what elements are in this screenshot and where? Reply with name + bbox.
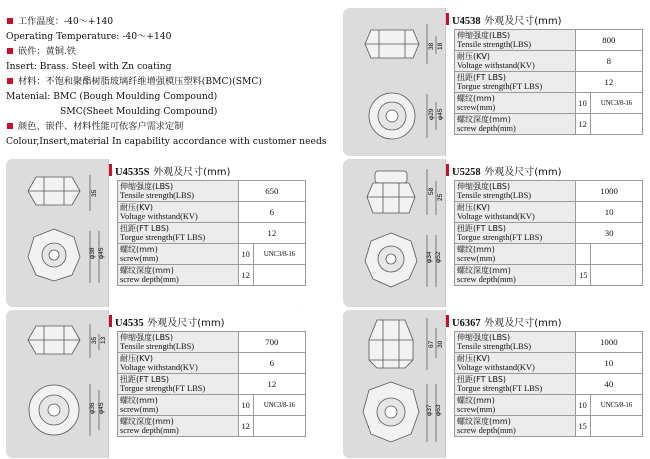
dim-label: φ37 — [426, 404, 433, 416]
colour-en: Colour,Insert,material In capability accordance with customer needs — [6, 136, 327, 147]
material-specs — [6, 14, 336, 149]
drawing-u6367 — [343, 310, 445, 458]
spec-table-u5258 — [454, 180, 643, 286]
dim-label: 25 — [437, 193, 444, 201]
dim-label: 13 — [100, 336, 107, 344]
material-en-1: Matenial: BMC (Bough Moulding Compound) — [6, 91, 218, 102]
drawing-u5258 — [343, 159, 445, 307]
table-row: 螺纹深度(mm) screw depth(mm) 12 — [118, 416, 306, 437]
spec-table-u4538 — [454, 29, 643, 135]
table-row: 螺纹深度(mm) screw depth(mm) 15 — [455, 416, 643, 437]
dim-label: φ63 — [435, 404, 442, 416]
insulator-drawing-u5258 — [343, 159, 445, 307]
drawing-u4538 — [343, 8, 445, 156]
product-title-u4538: U4538 外观及尺寸(mm) — [452, 12, 562, 27]
product-card-u4538 — [343, 8, 643, 156]
table-row: 耐压(KV) Voltage withstand(KV) 6 — [118, 353, 306, 374]
table-row: 螺纹(mm) screw(mm) 10 UNC3/8-16 — [455, 93, 643, 114]
table-row: 螺纹深度(mm) screw depth(mm) 15 — [455, 265, 643, 286]
spec-table-u6367 — [454, 331, 643, 437]
insert-cn: 嵌件：黄铜.铁 — [6, 44, 336, 59]
spec-table-u4535s — [117, 180, 306, 286]
product-title-u4535: U4535 外观及尺寸(mm) — [115, 314, 225, 329]
table-row: 耐压(KV) Voltage withstand(KV) 10 — [455, 202, 643, 223]
dim-label: φ52 — [435, 251, 442, 263]
insert-en: Insert: Brass. Steel with Zn coating — [6, 61, 172, 72]
dim-label: 58 — [428, 187, 435, 195]
spec-panel-u4535s — [108, 159, 306, 307]
dim-label: 67 — [428, 340, 435, 348]
temp-en: Operating Temperature: -40～+140 — [6, 31, 172, 42]
insulator-drawing-u4535 — [6, 310, 108, 458]
dim-label: 35 — [91, 336, 98, 344]
table-row: 伸缩强度(LBS) Tensile strength(LBS) 700 — [118, 332, 306, 353]
product-card-u4535s — [6, 159, 306, 307]
spec-table-u4535 — [117, 331, 306, 437]
insulator-drawing-u4535s — [6, 159, 108, 307]
temp-cn: 工作温度：-40～+140 — [6, 14, 336, 29]
dim-label: φ34 — [426, 251, 433, 263]
dim-label: φ29 — [428, 108, 435, 120]
table-row: 螺纹深度(mm) screw depth(mm) 12 — [455, 114, 643, 135]
dim-label: 30 — [437, 340, 444, 348]
table-row: 螺纹(mm) screw(mm) 10 UNC3/8-16 — [118, 244, 306, 265]
dim-label: 38 — [428, 42, 435, 50]
table-row: 螺纹深度(mm) screw depth(mm) 12 — [118, 265, 306, 286]
drawing-u4535s — [6, 159, 108, 307]
product-title-u5258: U5258 外观及尺寸(mm) — [452, 163, 562, 178]
dim-label: φ45 — [98, 402, 105, 414]
table-row: 耐压(KV) Voltage withstand(KV) 6 — [118, 202, 306, 223]
material-en-2: SMC(Sheet Moulding Compound) — [60, 106, 218, 117]
drawing-u4535 — [6, 310, 108, 458]
table-row: 伸缩强度(LBS) Tensile strength(LBS) 1000 — [455, 181, 643, 202]
table-row: 螺纹(mm) screw(mm) 10 UNC5/8-16 — [455, 395, 643, 416]
table-row: 耐压(KV) Voltage withstand(KV) 8 — [455, 51, 643, 72]
product-card-u6367 — [343, 310, 643, 458]
table-row: 螺纹(mm) screw(mm) 10 UNC3/8-16 — [118, 395, 306, 416]
table-row: 扭距(FT LBS) Torgue strength(FT LBS) 12 — [118, 223, 306, 244]
product-title-u6367: U6367 外观及尺寸(mm) — [452, 314, 562, 329]
spec-panel-u6367 — [445, 310, 643, 458]
table-row: 螺纹(mm) screw(mm) — [455, 244, 643, 265]
product-title-u4535s: U4535S 外观及尺寸(mm) — [115, 163, 230, 178]
table-row: 伸缩强度(LBS) Tensile strength(LBS) 650 — [118, 181, 306, 202]
colour-cn: 颜色、嵌件、材料性能可依客户需求定制 — [6, 119, 336, 134]
dim-label: 35 — [91, 189, 98, 197]
spec-panel-u5258 — [445, 159, 643, 307]
table-row: 扭距(FT LBS) Torgue strength(FT LBS) 30 — [455, 223, 643, 244]
dim-label: φ38 — [89, 247, 96, 259]
product-card-u4535 — [6, 310, 306, 458]
table-row: 扭距(FT LBS) Torgue strength(FT LBS) 12 — [455, 72, 643, 93]
spec-panel-u4535 — [108, 310, 306, 458]
dim-label: φ36 — [89, 402, 96, 414]
insulator-drawing-u6367 — [343, 310, 445, 458]
dim-label: φ45 — [437, 108, 444, 120]
table-row: 伸缩强度(LBS) Tensile strength(LBS) 800 — [455, 30, 643, 51]
insulator-drawing-u4538 — [343, 8, 445, 156]
table-row: 扭距(FT LBS) Torgue strength(FT LBS) 12 — [118, 374, 306, 395]
product-card-u5258 — [343, 159, 643, 307]
dim-label: 18 — [437, 42, 444, 50]
material-cn: 材料：不饱和聚酯树脂玻璃纤维增强模压塑料(BMC)(SMC) — [6, 74, 336, 89]
table-row: 扭距(FT LBS) Torgue strength(FT LBS) 40 — [455, 374, 643, 395]
table-row: 耐压(KV) Voltage withstand(KV) 10 — [455, 353, 643, 374]
dim-label: φ45 — [98, 247, 105, 259]
spec-panel-u4538 — [445, 8, 643, 156]
table-row: 伸缩强度(LBS) Tensile strength(LBS) 1000 — [455, 332, 643, 353]
